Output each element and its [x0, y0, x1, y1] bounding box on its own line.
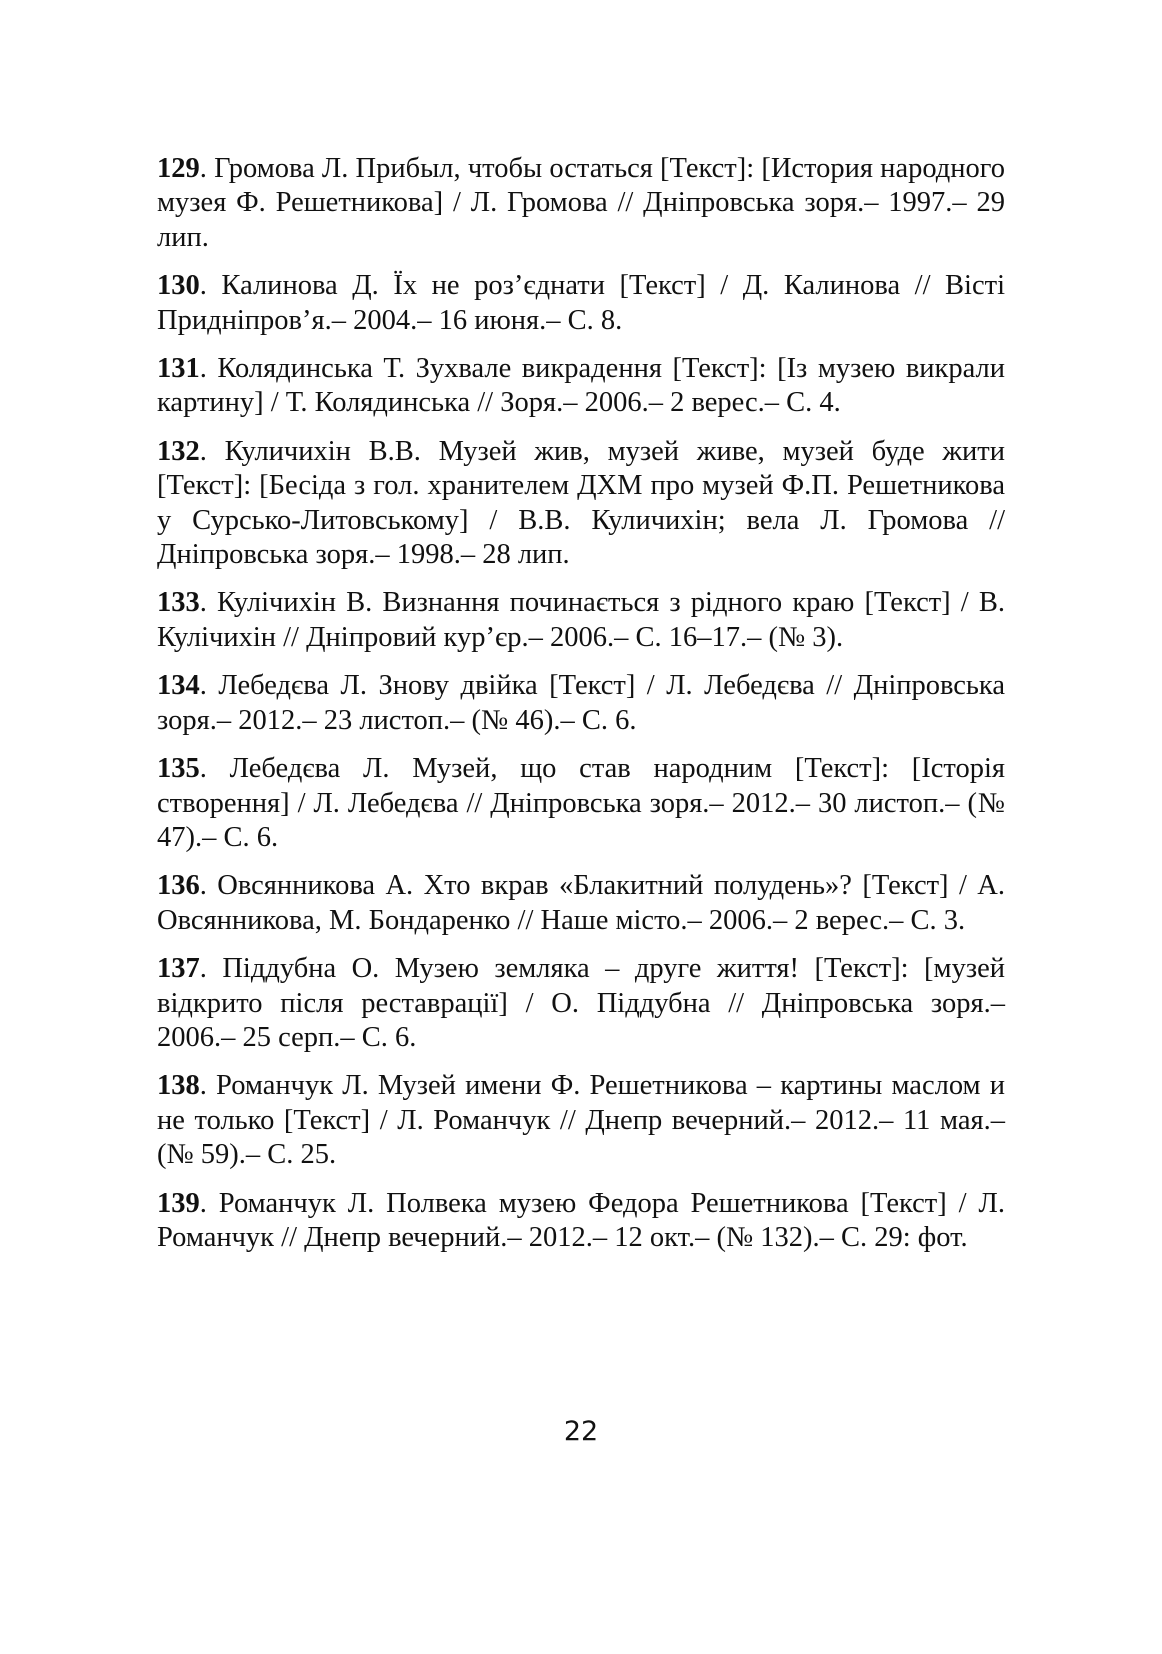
bibliography-entry-139: [157, 1187, 1005, 1256]
bibliography-entry-138: [157, 1069, 1005, 1172]
entry-number: 130: [157, 270, 200, 302]
bibliography-entry-131: [157, 352, 1005, 421]
entry-text: . Кулічихін В. Визнання починається з рідного краю [Текст] / В. Кулічихін // Дніпровий кур’єр.– 2006.– С. 16–17.– (№ 3).: [157, 587, 1005, 653]
entry-text: . Лебедєва Л. Музей, що став народним [Текст]: [Історія створення] / Л. Лебедєва // Дніпровська зоря.– 2012.– 30 листоп.– (№ 47).– С. 6.: [157, 753, 1005, 853]
bibliography-list: [157, 152, 1005, 1269]
entry-number: 132: [157, 435, 200, 467]
entry-number: 139: [157, 1187, 200, 1219]
bibliography-entry-129: [157, 152, 1005, 255]
page-number: 22: [563, 1416, 599, 1447]
entry-number: 131: [157, 353, 200, 385]
bibliography-entry-137: [157, 952, 1005, 1055]
entry-number: 129: [157, 153, 200, 184]
entry-text: . Піддубна О. Музею земляка – друге життя! [Текст]: [музей відкрито після реставрації] / О. Піддубна // Дніпровська зоря.– 2006.– 25 серп.– С. 6.: [157, 953, 1005, 1053]
entry-text: . Колядинська Т. Зухвале викрадення [Текст]: [Із музею викрали картину] / Т. Колядинська // Зоря.– 2006.– 2 верес.– С. 4.: [157, 353, 1005, 419]
entry-text: . Лебедєва Л. Знову двійка [Текст] / Л. Лебедєва // Дніпровська зоря.– 2012.– 23 листоп.– (№ 46).– С. 6.: [157, 670, 1005, 736]
entry-text: . Овсянникова А. Хто вкрав «Блакитний полудень»? [Текст] / А. Овсянникова, М. Бондаренко // Наше місто.– 2006.– 2 верес.– С. 3.: [157, 870, 1005, 936]
entry-number: 136: [157, 870, 200, 902]
entry-number: 134: [157, 670, 200, 702]
entry-number: 137: [157, 953, 200, 985]
bibliography-entry-133: [157, 586, 1005, 655]
bibliography-entry-134: [157, 669, 1005, 738]
entry-number: 133: [157, 587, 200, 619]
bibliography-entry-136: [157, 869, 1005, 938]
entry-text: . Калинова Д. Їх не роз’єднати [Текст] / Д. Калинова // Вісті Придніпров’я.– 2004.– 16 июня.– С. 8.: [157, 270, 1005, 336]
entry-text: . Романчук Л. Музей имени Ф. Решетникова – картины маслом и не только [Текст] / Л. Романчук // Днепр вечерний.– 2012.– 11 мая.– (№ 59).– С. 25.: [157, 1070, 1005, 1171]
entry-text: . Куличихін В.В. Музей жив, музей живе, музей буде жити [Текст]: [Бесіда з гол. хранителем ДХМ про музей Ф.П. Решетникова у Сурсько-Литовському] / В.В. Куличихін; вела Л. Громова // Дніпровська зоря.– 1998.– 28 лип.: [157, 435, 1005, 571]
entry-number: 135: [157, 753, 200, 785]
entry-number: 138: [157, 1070, 200, 1102]
entry-text: . Романчук Л. Полвека музею Федора Решетникова [Текст] / Л. Романчук // Днепр вечерний.– 2012.– 12 окт.– (№ 132).– С. 29: фот.: [157, 1187, 1005, 1253]
bibliography-entry-132: [157, 435, 1005, 573]
bibliography-entry-135: [157, 752, 1005, 855]
entry-text: . Громова Л. Прибыл, чтобы остаться [Текст]: [История народного музея Ф. Решетникова] / Л. Громова // Дніпровська зоря.– 1997.– 29 лип.: [157, 153, 1005, 253]
bibliography-entry-130: [157, 269, 1005, 338]
